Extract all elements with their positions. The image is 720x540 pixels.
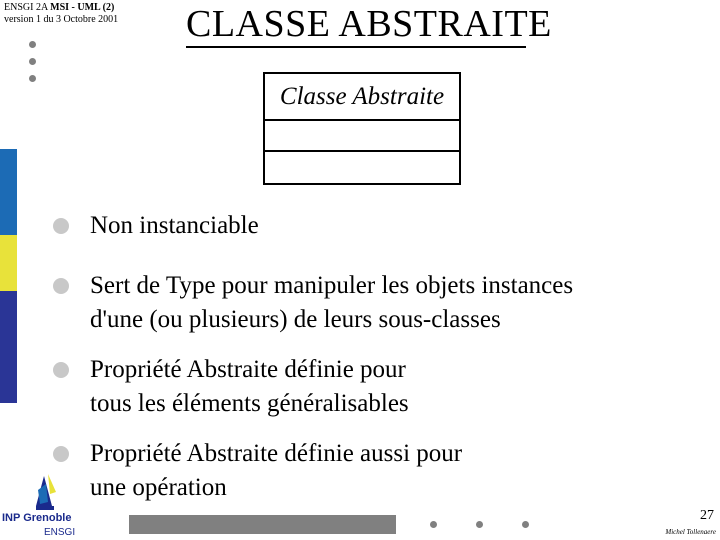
footer-dot bbox=[522, 521, 529, 528]
header-school: ENSGI 2A bbox=[4, 2, 51, 13]
logo-school: ENSGI bbox=[44, 527, 76, 538]
side-bar-navy bbox=[0, 291, 17, 403]
side-bar-blue bbox=[0, 149, 17, 235]
footer-dot bbox=[476, 521, 483, 528]
uml-attributes-compartment bbox=[265, 121, 459, 152]
bullet-line: Propriété Abstraite définie pour bbox=[90, 356, 406, 383]
slide-title: CLASSE ABSTRAITE bbox=[186, 3, 552, 45]
bullet-line: d'une (ou plusieurs) de leurs sous-classes bbox=[90, 306, 501, 333]
bullet-line: Non instanciable bbox=[90, 212, 259, 239]
bullet-dot-icon bbox=[53, 278, 69, 294]
decor-dot bbox=[29, 58, 36, 65]
header-course: MSI - UML (2) bbox=[50, 2, 115, 13]
bullet-line: une opération bbox=[90, 474, 227, 501]
bullet-dot-icon bbox=[53, 446, 69, 462]
header-course-line bbox=[4, 2, 114, 14]
logo-text: INP Grenoble bbox=[2, 512, 72, 524]
footer-bar bbox=[129, 515, 396, 534]
uml-class-box bbox=[263, 72, 461, 185]
page-number: 27 bbox=[700, 508, 714, 523]
bullet-line: Propriété Abstraite définie aussi pour bbox=[90, 440, 463, 467]
bullet-dot-icon bbox=[53, 218, 69, 234]
side-bar-yellow bbox=[0, 235, 17, 291]
author-name: Michel Tollenaere bbox=[665, 528, 716, 536]
bullet-line: Sert de Type pour manipuler les objets instances bbox=[90, 272, 574, 299]
uml-operations-compartment bbox=[265, 152, 459, 183]
bullet-line: tous les éléments généralisables bbox=[90, 390, 409, 417]
bullet-dot-icon bbox=[53, 362, 69, 378]
footer-dot bbox=[430, 521, 437, 528]
title-underline bbox=[186, 46, 526, 48]
header-version: version 1 du 3 Octobre 2001 bbox=[4, 14, 119, 25]
uml-class-name: Classe Abstraite bbox=[265, 74, 459, 121]
decor-dot bbox=[29, 75, 36, 82]
decor-dot bbox=[29, 41, 36, 48]
